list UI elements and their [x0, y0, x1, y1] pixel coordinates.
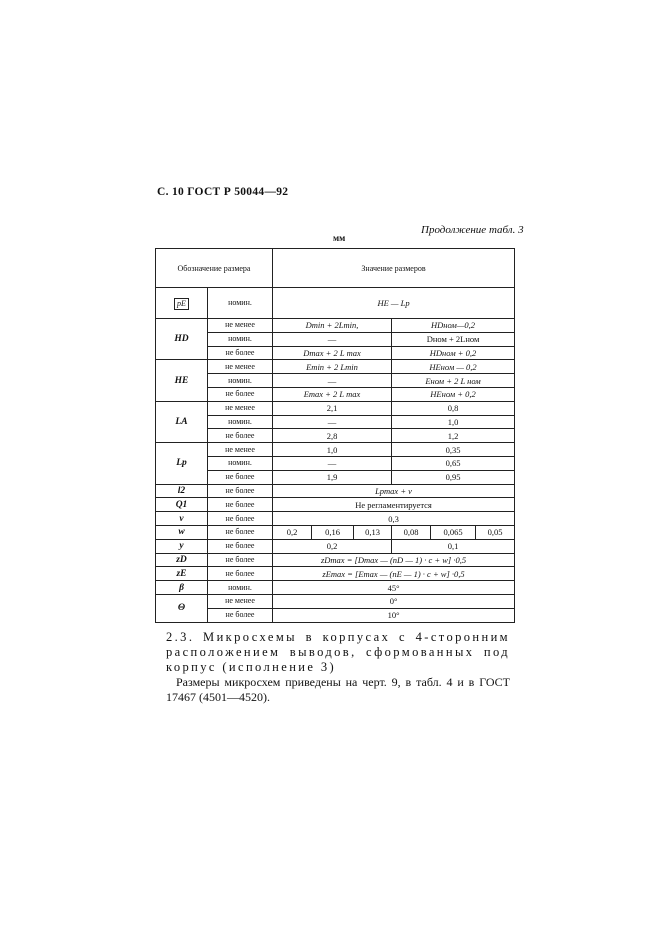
value-right: 0,8 [392, 401, 515, 415]
row-symbol: y [156, 539, 208, 553]
row-qualifier: не более [208, 498, 273, 512]
value-right: Eном + 2 L ном [392, 374, 515, 388]
row-qualifier: не более [208, 387, 273, 401]
value-right: 0,95 [392, 470, 515, 484]
row-symbol: l2 [156, 484, 208, 498]
table-row [156, 288, 515, 319]
table-row [156, 332, 515, 346]
value-cell: 0,065 [431, 525, 476, 539]
table-row [156, 553, 515, 567]
row-qualifier: не более [208, 539, 273, 553]
row-qualifier: не менее [208, 360, 273, 374]
row-symbol [156, 288, 208, 319]
table-row [156, 346, 515, 360]
table-row [156, 387, 515, 401]
row-qualifier: номин. [208, 332, 273, 346]
value-right: 0,1 [392, 539, 515, 553]
value-right: 1,0 [392, 415, 515, 429]
row-qualifier: номин. [208, 581, 273, 595]
table-row [156, 567, 515, 581]
table-row [156, 374, 515, 388]
value-cell: 0,08 [392, 525, 431, 539]
value-right: HDном + 0,2 [392, 346, 515, 360]
row-symbol: HD [156, 319, 208, 360]
row-symbol: w [156, 525, 208, 539]
table-row [156, 512, 515, 526]
value-left: — [273, 332, 392, 346]
table-row [156, 608, 515, 622]
unit-label: мм [333, 233, 346, 243]
page-header: С. 10 ГОСТ Р 50044—92 [157, 186, 289, 198]
dimensions-table [155, 248, 515, 623]
row-qualifier: не менее [208, 319, 273, 333]
row-qualifier: не более [208, 608, 273, 622]
value-left: 2,8 [273, 429, 392, 443]
table-continuation-label: Продолжение табл. 3 [421, 224, 524, 236]
value-right: HEном + 0,2 [392, 387, 515, 401]
value-left: — [273, 415, 392, 429]
row-qualifier: не более [208, 429, 273, 443]
table-row [156, 415, 515, 429]
table-row [156, 525, 515, 539]
row-value: 45° [273, 581, 515, 595]
value-left: 1,0 [273, 443, 392, 457]
row-value: 0,3 [273, 512, 515, 526]
value-left: 1,9 [273, 470, 392, 484]
value-left: — [273, 374, 392, 388]
table-row [156, 539, 515, 553]
row-qualifier: не более [208, 470, 273, 484]
table-row [156, 484, 515, 498]
row-value: zEmax = [Emax — (nE — 1) · c + w] ·0,5 [273, 567, 515, 581]
table-row [156, 401, 515, 415]
table-row [156, 498, 515, 512]
row-qualifier: номин. [208, 374, 273, 388]
table-row [156, 429, 515, 443]
section-heading-paragraph: 2.3. Микросхемы в корпусах с 4-сторонним расположением выводов, сформованных под корпус (исполнение 3) [166, 630, 510, 674]
body-paragraph: Размеры микросхем приведены на черт. 9, в табл. 4 и в ГОСТ 17467 (4501—4520). [166, 675, 510, 704]
row-value: Не регламентируется [273, 498, 515, 512]
table-row [156, 594, 515, 608]
value-left: Emin + 2 Lmin [273, 360, 392, 374]
row-qualifier: не более [208, 553, 273, 567]
value-left: 2,1 [273, 401, 392, 415]
value-left: 0,2 [273, 539, 392, 553]
row-qualifier: не менее [208, 443, 273, 457]
value-right: 0,35 [392, 443, 515, 457]
value-left: — [273, 456, 392, 470]
table-row [156, 319, 515, 333]
row-qualifier: не менее [208, 594, 273, 608]
row-qualifier: не более [208, 567, 273, 581]
row-symbol: Q1 [156, 498, 208, 512]
value-right: HEном — 0,2 [392, 360, 515, 374]
value-left: Dmax + 2 L max [273, 346, 392, 360]
value-right: 1,2 [392, 429, 515, 443]
table-row [156, 443, 515, 457]
value-cell: 0,05 [476, 525, 515, 539]
table-row [156, 456, 515, 470]
row-qualifier: номин. [208, 456, 273, 470]
row-qualifier: не более [208, 484, 273, 498]
value-cell: 0,16 [312, 525, 354, 539]
table-header-row [156, 249, 515, 288]
value-left: Dmin + 2Lmin, [273, 319, 392, 333]
value-right: 0,65 [392, 456, 515, 470]
row-symbol: zD [156, 553, 208, 567]
row-qualifier: не более [208, 512, 273, 526]
row-symbol: β [156, 581, 208, 595]
row-value: 10° [273, 608, 515, 622]
table-row [156, 581, 515, 595]
row-qualifier: не менее [208, 401, 273, 415]
row-qualifier: не более [208, 525, 273, 539]
row-symbol: Lp [156, 443, 208, 484]
header-designation: Обозначение размера [156, 249, 273, 288]
row-symbol: HE [156, 360, 208, 401]
value-right: Dном + 2Lном [392, 332, 515, 346]
row-symbol: v [156, 512, 208, 526]
symbol-pe: pE [174, 298, 189, 310]
row-value: HE — Lp [273, 288, 515, 319]
value-left: Emax + 2 L max [273, 387, 392, 401]
row-qualifier: номин. [208, 415, 273, 429]
header-values: Значение размеров [273, 249, 515, 288]
row-symbol: zE [156, 567, 208, 581]
row-qualifier: не более [208, 346, 273, 360]
row-value: zDmax = [Dmax — (nD — 1) · c + w] ·0,5 [273, 553, 515, 567]
row-symbol: Θ [156, 594, 208, 622]
value-right: HDном—0,2 [392, 319, 515, 333]
row-symbol: LA [156, 401, 208, 442]
value-cell: 0,13 [354, 525, 392, 539]
table-row [156, 360, 515, 374]
value-cell: 0,2 [273, 525, 312, 539]
row-value: Lpmax + v [273, 484, 515, 498]
row-qualifier: номин. [208, 288, 273, 319]
table-row [156, 470, 515, 484]
row-value: 0° [273, 594, 515, 608]
